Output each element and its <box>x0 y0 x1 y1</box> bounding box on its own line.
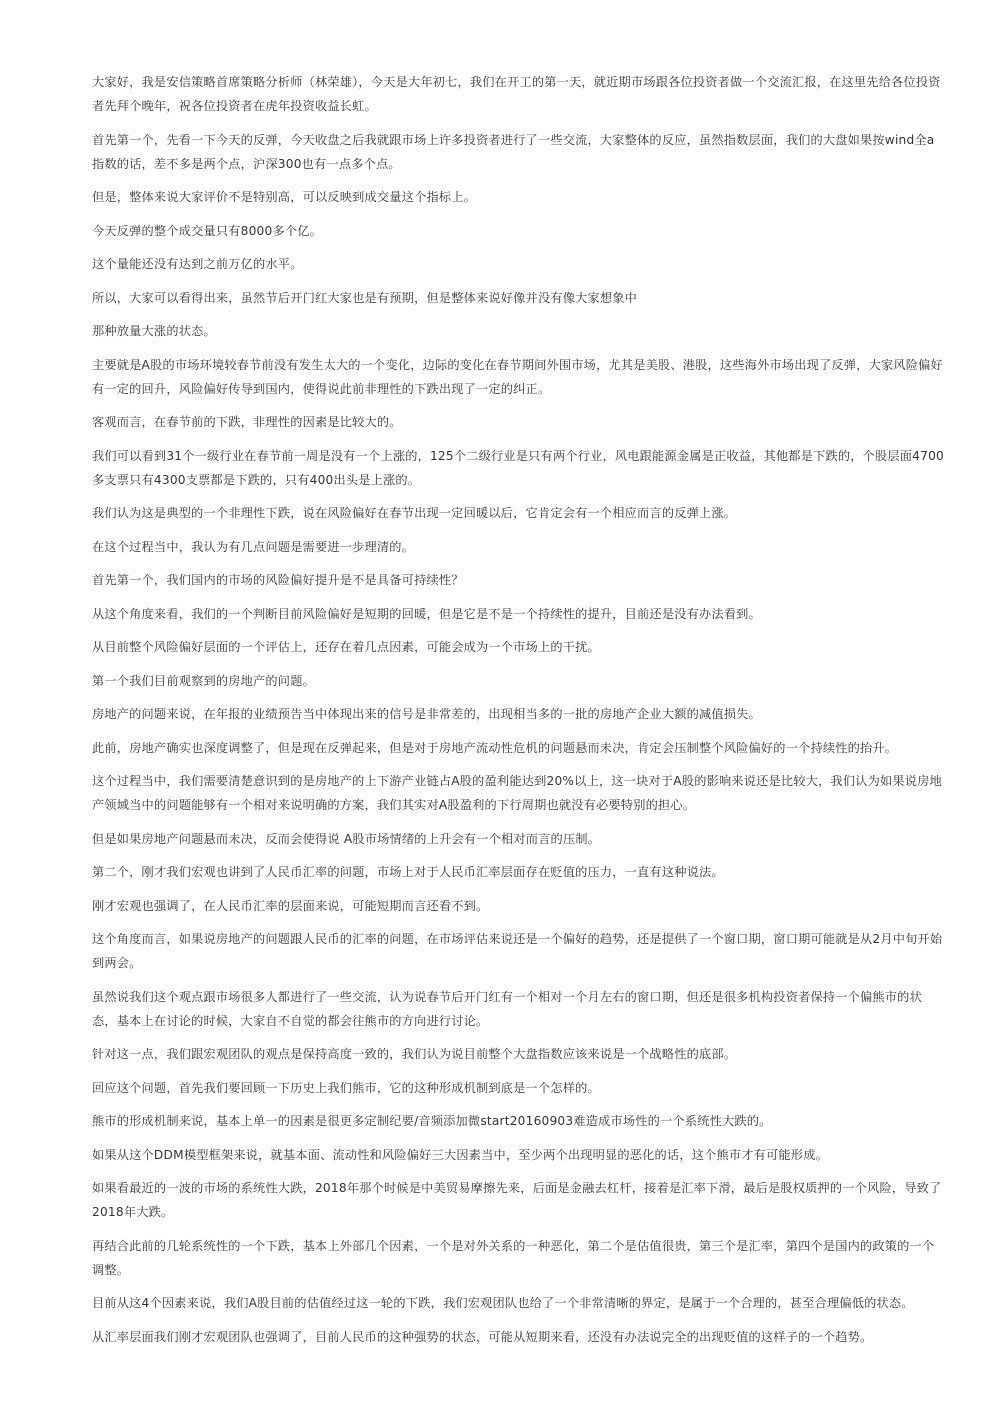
paragraph: 如果从这个DDM模型框架来说，就基本面、流动性和风险偏好三大因素当中，至少两个出现明显的恶化的话，这个熊市才有可能形成。 <box>92 1147 828 1162</box>
paragraph: 再结合此前的几轮系统性的一个下跌，基本上外部几个因素，一个是对外关系的一种恶化，第二个是估值很贵，第三个是汇率，第四个是国内的政策的一个调整。 <box>92 1238 935 1277</box>
paragraph: 从这个角度来看，我们的一个判断目前风险偏好是短期的回暖，但是它是不是一个持续性的提升，目前还是没有办法看到。 <box>92 606 761 621</box>
paragraph: 从汇率层面我们刚才宏观团队也强调了，目前人民币的这种强势的状态，可能从短期来看，还没有办法说完全的出现贬值的这样子的一个趋势。 <box>92 1329 873 1344</box>
paragraph: 房地产的问题来说，在年报的业绩预告当中体现出来的信号是非常差的，出现相当多的一批的房地产企业大额的减值损失。 <box>92 707 761 721</box>
paragraph: 首先第一个，我们国内的市场的风险偏好提升是不是具备可持续性？ <box>92 573 464 587</box>
paragraph: 此前，房地产确实也深度调整了，但是现在反弹起来，但是对于房地产流动性危机的问题悬而未决，肯定会压制整个风险偏好的一个持续性的抬升。 <box>92 740 898 755</box>
paragraph: 客观而言，在春节前的下跌，非理性的因素是比较大的。 <box>92 415 402 429</box>
document-body <box>92 70 944 1358</box>
paragraph: 在这个过程当中，我认为有几点问题是需要进一步理清的。 <box>92 539 415 554</box>
paragraph: 我们可以看到31个一级行业在春节前一周是没有一个上涨的，125个二级行业是只有两个行业，风电跟能源金属是正收益，其他都是下跌的，个股层面4700多支票只有4300支票都是下跌的，只有400出头是上涨的。 <box>92 448 944 487</box>
paragraph: 我们认为这是典型的一个非理性下跌，说在风险偏好在春节出现一定回暖以后，它肯定会有一个相应而言的反弹上涨。 <box>92 506 737 520</box>
paragraph: 但是如果房地产问题悬而未决，反而会使得说 A股市场情绪的上升会有一个相对而言的压制。 <box>92 831 601 846</box>
paragraph: 所以，大家可以看得出来，虽然节后开门红大家也是有预期，但是整体来说好像并没有像大家想象中 <box>92 290 638 305</box>
paragraph: 虽然说我们这个观点跟市场很多人都进行了一些交流，认为说春节后开门红有一个相对一个月左右的窗口期，但还是很多机构投资者保持一个偏熊市的状态，基本上在讨论的时候，大家自不自觉的都会往熊市的方向进行讨论。 <box>92 989 922 1028</box>
paragraph: 针对这一点，我们跟宏观团队的观点是保持高度一致的，我们认为说目前整个大盘指数应该来说是一个战略性的底部。 <box>92 1047 737 1061</box>
paragraph: 这个角度而言，如果说房地产的问题跟人民币的汇率的问题，在市场评估来说还是一个偏好的趋势，还是提供了一个窗口期，窗口期可能就是从2月中旬开始到两会。 <box>92 932 943 970</box>
paragraph: 首先第一个，先看一下今天的反弹，今天收盘之后我就跟市场上许多投资者进行了一些交流，大家整体的反应，虽然指数层面，我们的大盘如果按wind全a指数的话，差不多是两个点，沪深300也有一点多个点。 <box>92 132 935 171</box>
paragraph: 回应这个问题，首先我们要回顾一下历史上我们熊市，它的这种形成机制到底是一个怎样的。 <box>92 1080 600 1095</box>
paragraph: 今天反弹的整个成交量只有8000多个亿。 <box>92 223 323 238</box>
paragraph: 但是，整体来说大家评价不是特别高，可以反映到成交量这个指标上。 <box>92 190 477 204</box>
paragraph: 第一个我们目前观察到的房地产的问题。 <box>92 673 315 688</box>
paragraph: 熊市的形成机制来说，基本上单一的因素是很更多定制纪要/音频添加微start20160903难造成市场性的一个系统性大跌的。 <box>92 1114 772 1128</box>
paragraph: 那种放量大涨的状态。 <box>92 324 216 338</box>
paragraph: 目前从这4个因素来说，我们A股目前的估值经过这一轮的下跌，我们宏观团队也给了一个非常清晰的界定，是属于一个合理的，甚至合理偏低的状态。 <box>92 1296 914 1310</box>
paragraph: 这个过程当中，我们需要清楚意识到的是房地产的上下游产业链占A股的盈利能达到20%以上，这一块对于A股的影响来说还是比较大，我们认为如果说房地产领域当中的问题能够有一个相对来说明确的方案，我们其实对A股盈利的下行周期也就没有必要特别的担心。 <box>92 774 942 812</box>
paragraph: 大家好，我是安信策略首席策略分析师（林荣雄），今天是大年初七，我们在开工的第一天，就近期市场跟各位投资者做一个交流汇报，在这里先给各位投资者先拜个晚年，祝各位投资者在虎年投资收益长虹。 <box>92 75 941 113</box>
paragraph: 这个量能还没有达到之前万亿的水平。 <box>92 257 303 271</box>
paragraph: 主要就是A股的市场环境较春节前没有发生太大的一个变化，边际的变化在春节期间外围市场，尤其是美股、港股，这些海外市场出现了反弹，大家风险偏好有一定的回升，风险偏好传导到国内，使得说此前非理性的下跌出现了一定的纠正。 <box>92 357 943 396</box>
paragraph: 第二个，刚才我们宏观也讲到了人民币汇率的问题，市场上对于人民币汇率层面存在贬值的压力，一直有这种说法。 <box>92 865 724 879</box>
paragraph: 从目前整个风险偏好层面的一个评估上，还存在着几点因素，可能会成为一个市场上的干扰。 <box>92 640 600 654</box>
paragraph: 刚才宏观也强调了，在人民币汇率的层面来说，可能短期而言还看不到。 <box>92 898 489 913</box>
paragraph: 如果看最近的一波的市场的系统性大跌，2018年那个时候是中美贸易摩擦先来，后面是金融去杠杆，接着是汇率下滑，最后是股权质押的一个风险，导致了2018年大跌。 <box>92 1181 942 1219</box>
